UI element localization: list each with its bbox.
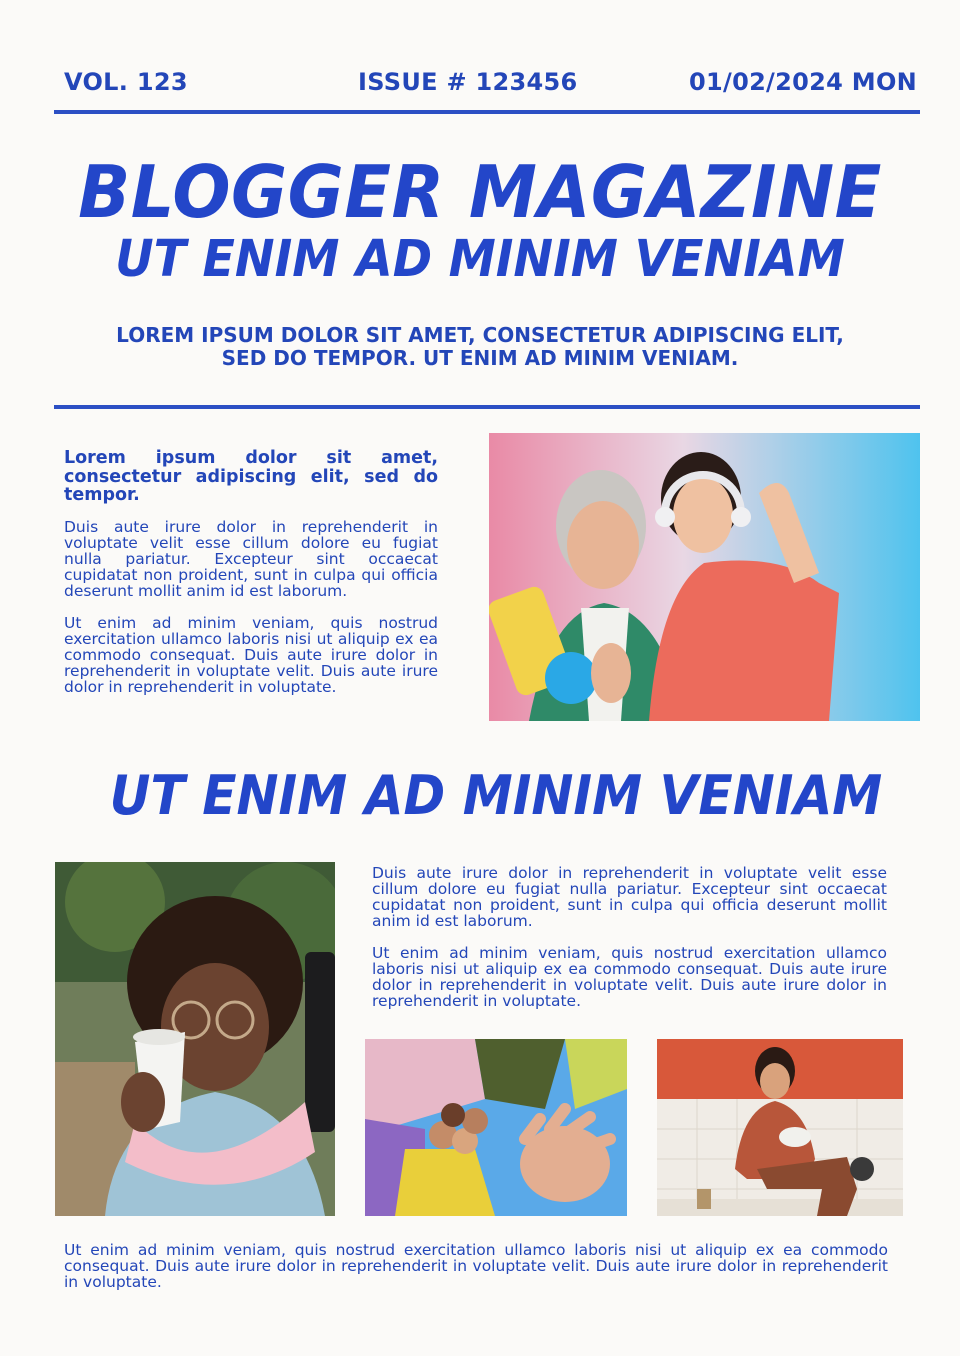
volume-label: VOL. 123 bbox=[64, 68, 188, 96]
magazine-subtitle: UT ENIM AD MINIM VENIAM bbox=[115, 230, 845, 289]
photo-woman-drinking-coffee bbox=[55, 862, 335, 1216]
article-1-lead: Lorem ipsum dolor sit amet, consectetur adipiscing elit, sed do tempor. bbox=[64, 448, 438, 505]
photo-group-from-below bbox=[365, 1039, 627, 1216]
magazine-title: BLOGGER MAGAZINE bbox=[78, 150, 882, 234]
section-2-text bbox=[372, 865, 887, 1009]
photo-woman-eating-kitchen bbox=[657, 1039, 903, 1216]
masthead-divider bbox=[54, 405, 920, 409]
date-label: 01/02/2024 MON bbox=[689, 68, 918, 96]
article-1-paragraph-2: Ut enim ad minim veniam, quis nostrud exercitation ullamco laboris nisi ut aliquip ex ea commodo consequat. Duis aute irure dolor in reprehenderit in voluptate velit. Duis aute irure dolor in reprehenderit in voluptate. bbox=[64, 613, 438, 696]
tagline-line-2: SED DO TEMPOR. UT ENIM AD MINIM VENIAM. bbox=[221, 346, 739, 370]
tagline bbox=[80, 324, 880, 370]
section-2-paragraph-1: Duis aute irure dolor in reprehenderit in voluptate velit esse cillum dolore eu fugiat nulla pariatur. Excepteur sint occaecat cupidatat non proident, sunt in culpa qui officia deserunt mollit anim id est laborum. bbox=[372, 864, 887, 930]
article-1-paragraph-1: Duis aute irure dolor in reprehenderit in voluptate velit esse cillum dolore eu fugiat nulla pariatur. Excepteur sint occaecat cupidatat non proident, sunt in culpa qui officia deserunt mollit anim id est laborum. bbox=[64, 517, 438, 600]
header-divider bbox=[54, 110, 920, 114]
footer-paragraph: Ut enim ad minim veniam, quis nostrud exercitation ullamco laboris nisi ut aliquip ex ea commodo consequat. Duis aute irure dolor in reprehenderit in voluptate velit. Duis aute irure dolor in reprehenderit in voluptate. bbox=[64, 1241, 888, 1291]
issue-label: ISSUE # 123456 bbox=[358, 68, 578, 96]
section-2-heading: UT ENIM AD MINIM VENIAM bbox=[109, 764, 883, 827]
footer-text bbox=[64, 1242, 888, 1290]
tagline-line-1: LOREM IPSUM DOLOR SIT AMET, CONSECTETUR ADIPISCING ELIT, bbox=[116, 323, 844, 347]
photo-two-women-selfie bbox=[489, 433, 920, 721]
section-2-paragraph-2: Ut enim ad minim veniam, quis nostrud exercitation ullamco laboris nisi ut aliquip ex ea commodo consequat. Duis aute irure dolor in reprehenderit in voluptate velit. Duis aute irure dolor in reprehenderit in voluptate. bbox=[372, 944, 887, 1010]
article-1 bbox=[64, 449, 438, 695]
